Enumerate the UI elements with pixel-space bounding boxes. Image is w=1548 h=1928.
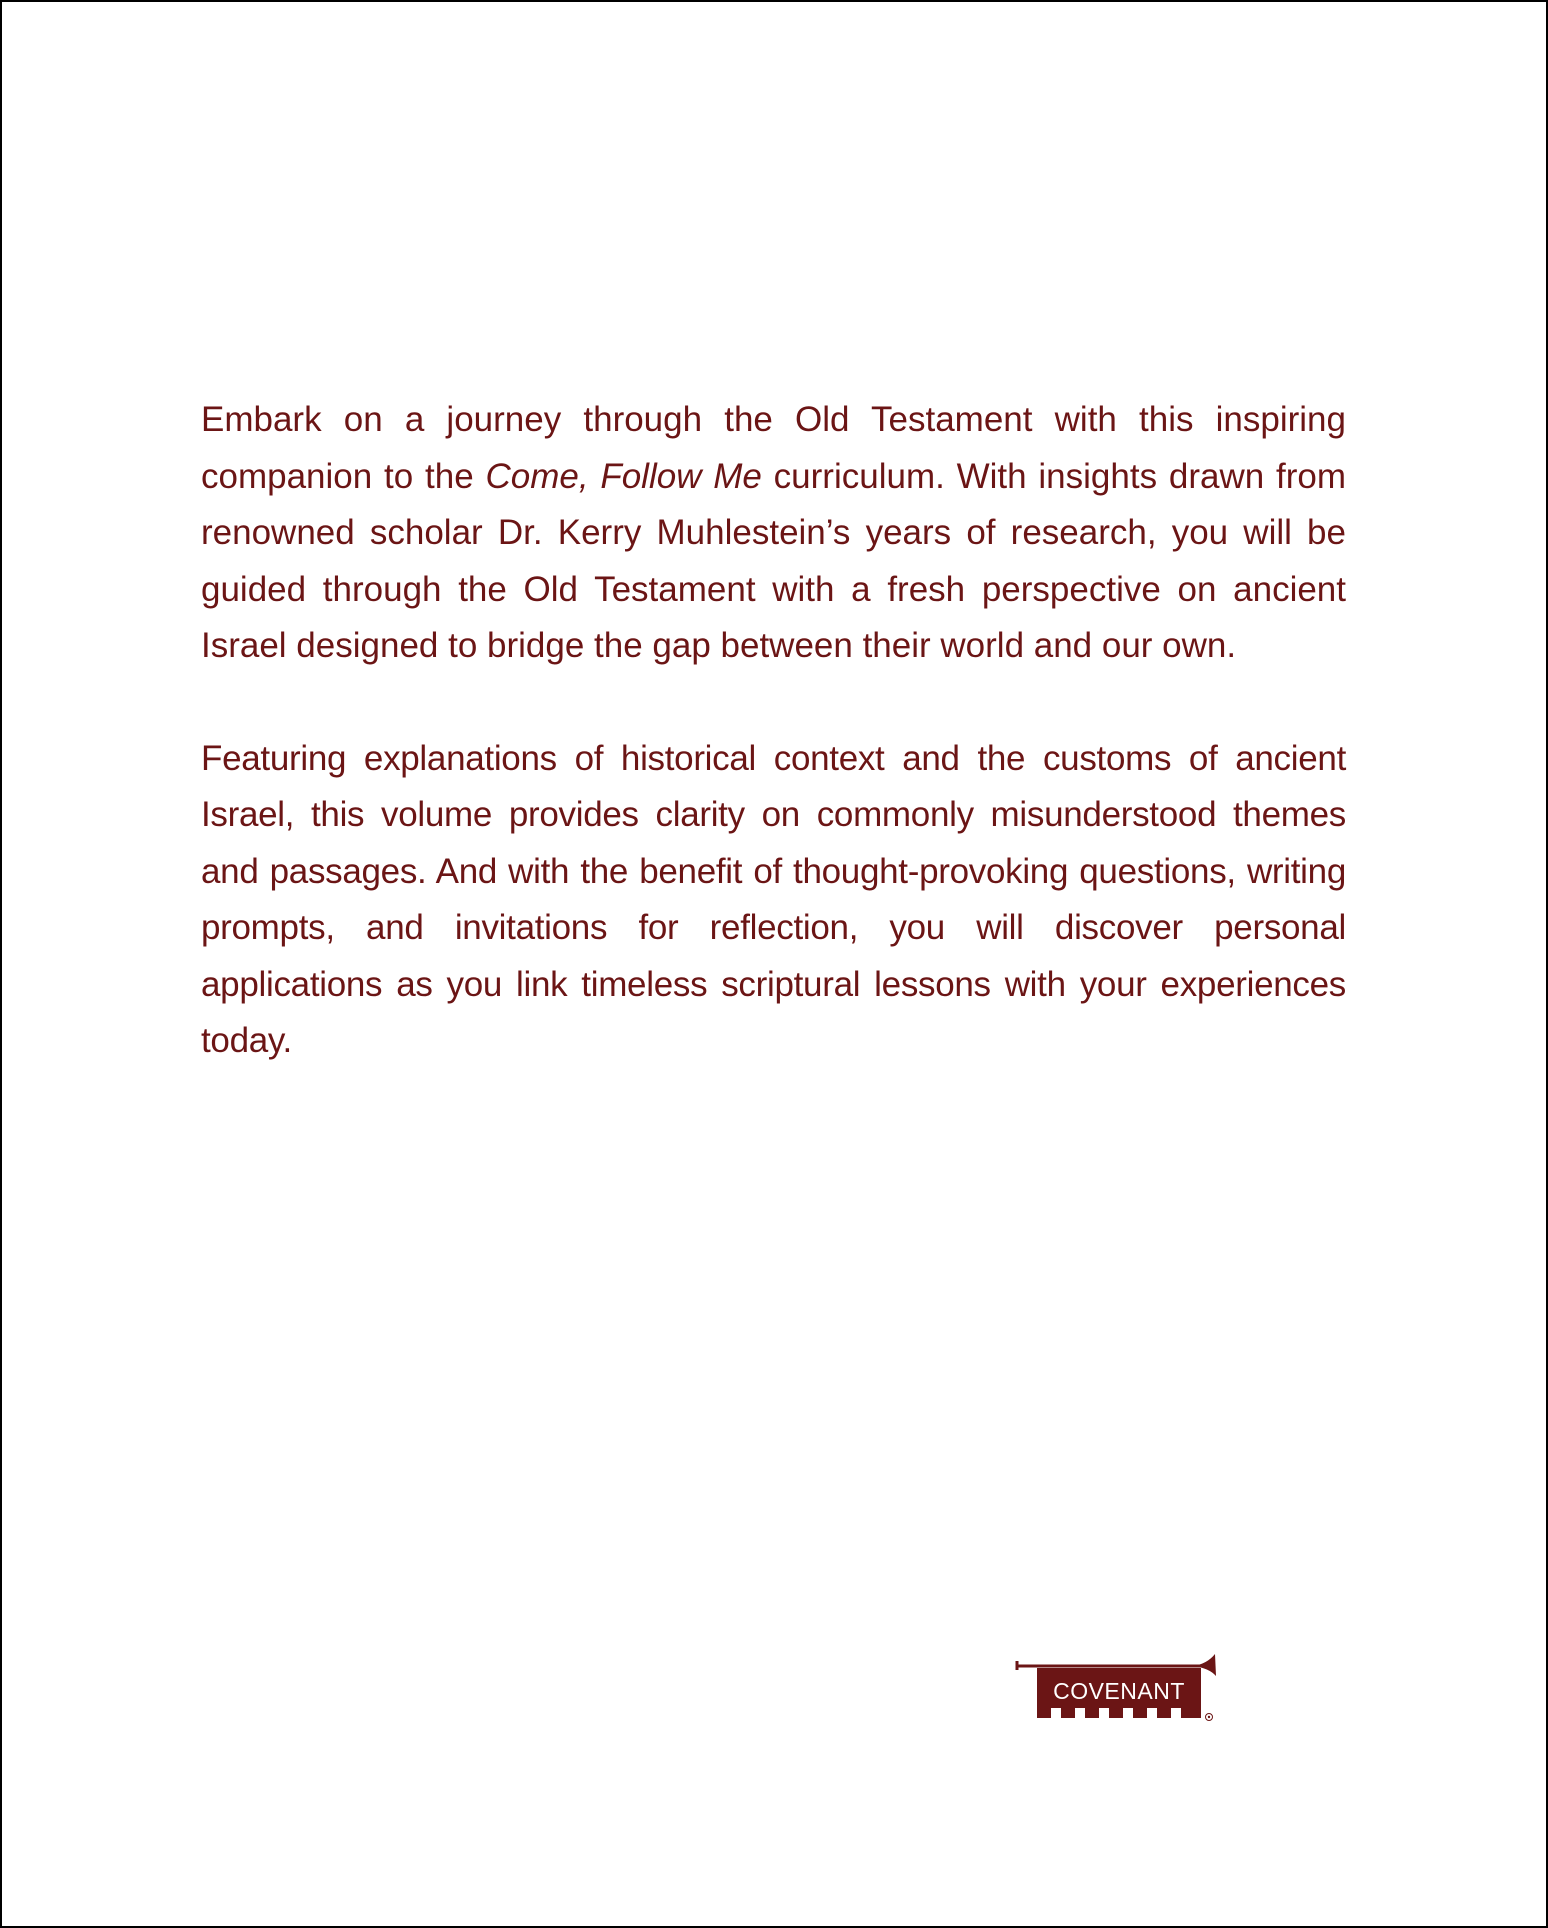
publisher-name: COVENANT bbox=[1053, 1678, 1185, 1704]
curriculum-title: Come, Follow Me bbox=[485, 456, 762, 496]
blurb-paragraph-1 bbox=[201, 392, 1346, 675]
blurb-paragraph-1-end: curriculum. With insights drawn from renowned scholar Dr. Kerry Muhlestein’s years of research, you will be guided through the Old Testament with a fresh perspective on ancient Israel designed to bridge the gap between their world and our own. bbox=[201, 456, 1346, 665]
cover-blurb bbox=[201, 392, 1346, 1070]
blurb-paragraph-2: Featuring explanations of historical context and the customs of ancient Israel, this volume provides clarity on commonly misunderstood themes and passages. And with the benefit of thought-provoking questions, writing prompts, and invitations for reflection, you will discover personal applications as you link timeless scriptural lessons with your experiences today. bbox=[201, 738, 1346, 1060]
blurb-paragraph-1-start: Embark on a journey through the Old Testament with this inspiring companion to the bbox=[201, 400, 1346, 496]
publisher-logo bbox=[1015, 1654, 1220, 1722]
